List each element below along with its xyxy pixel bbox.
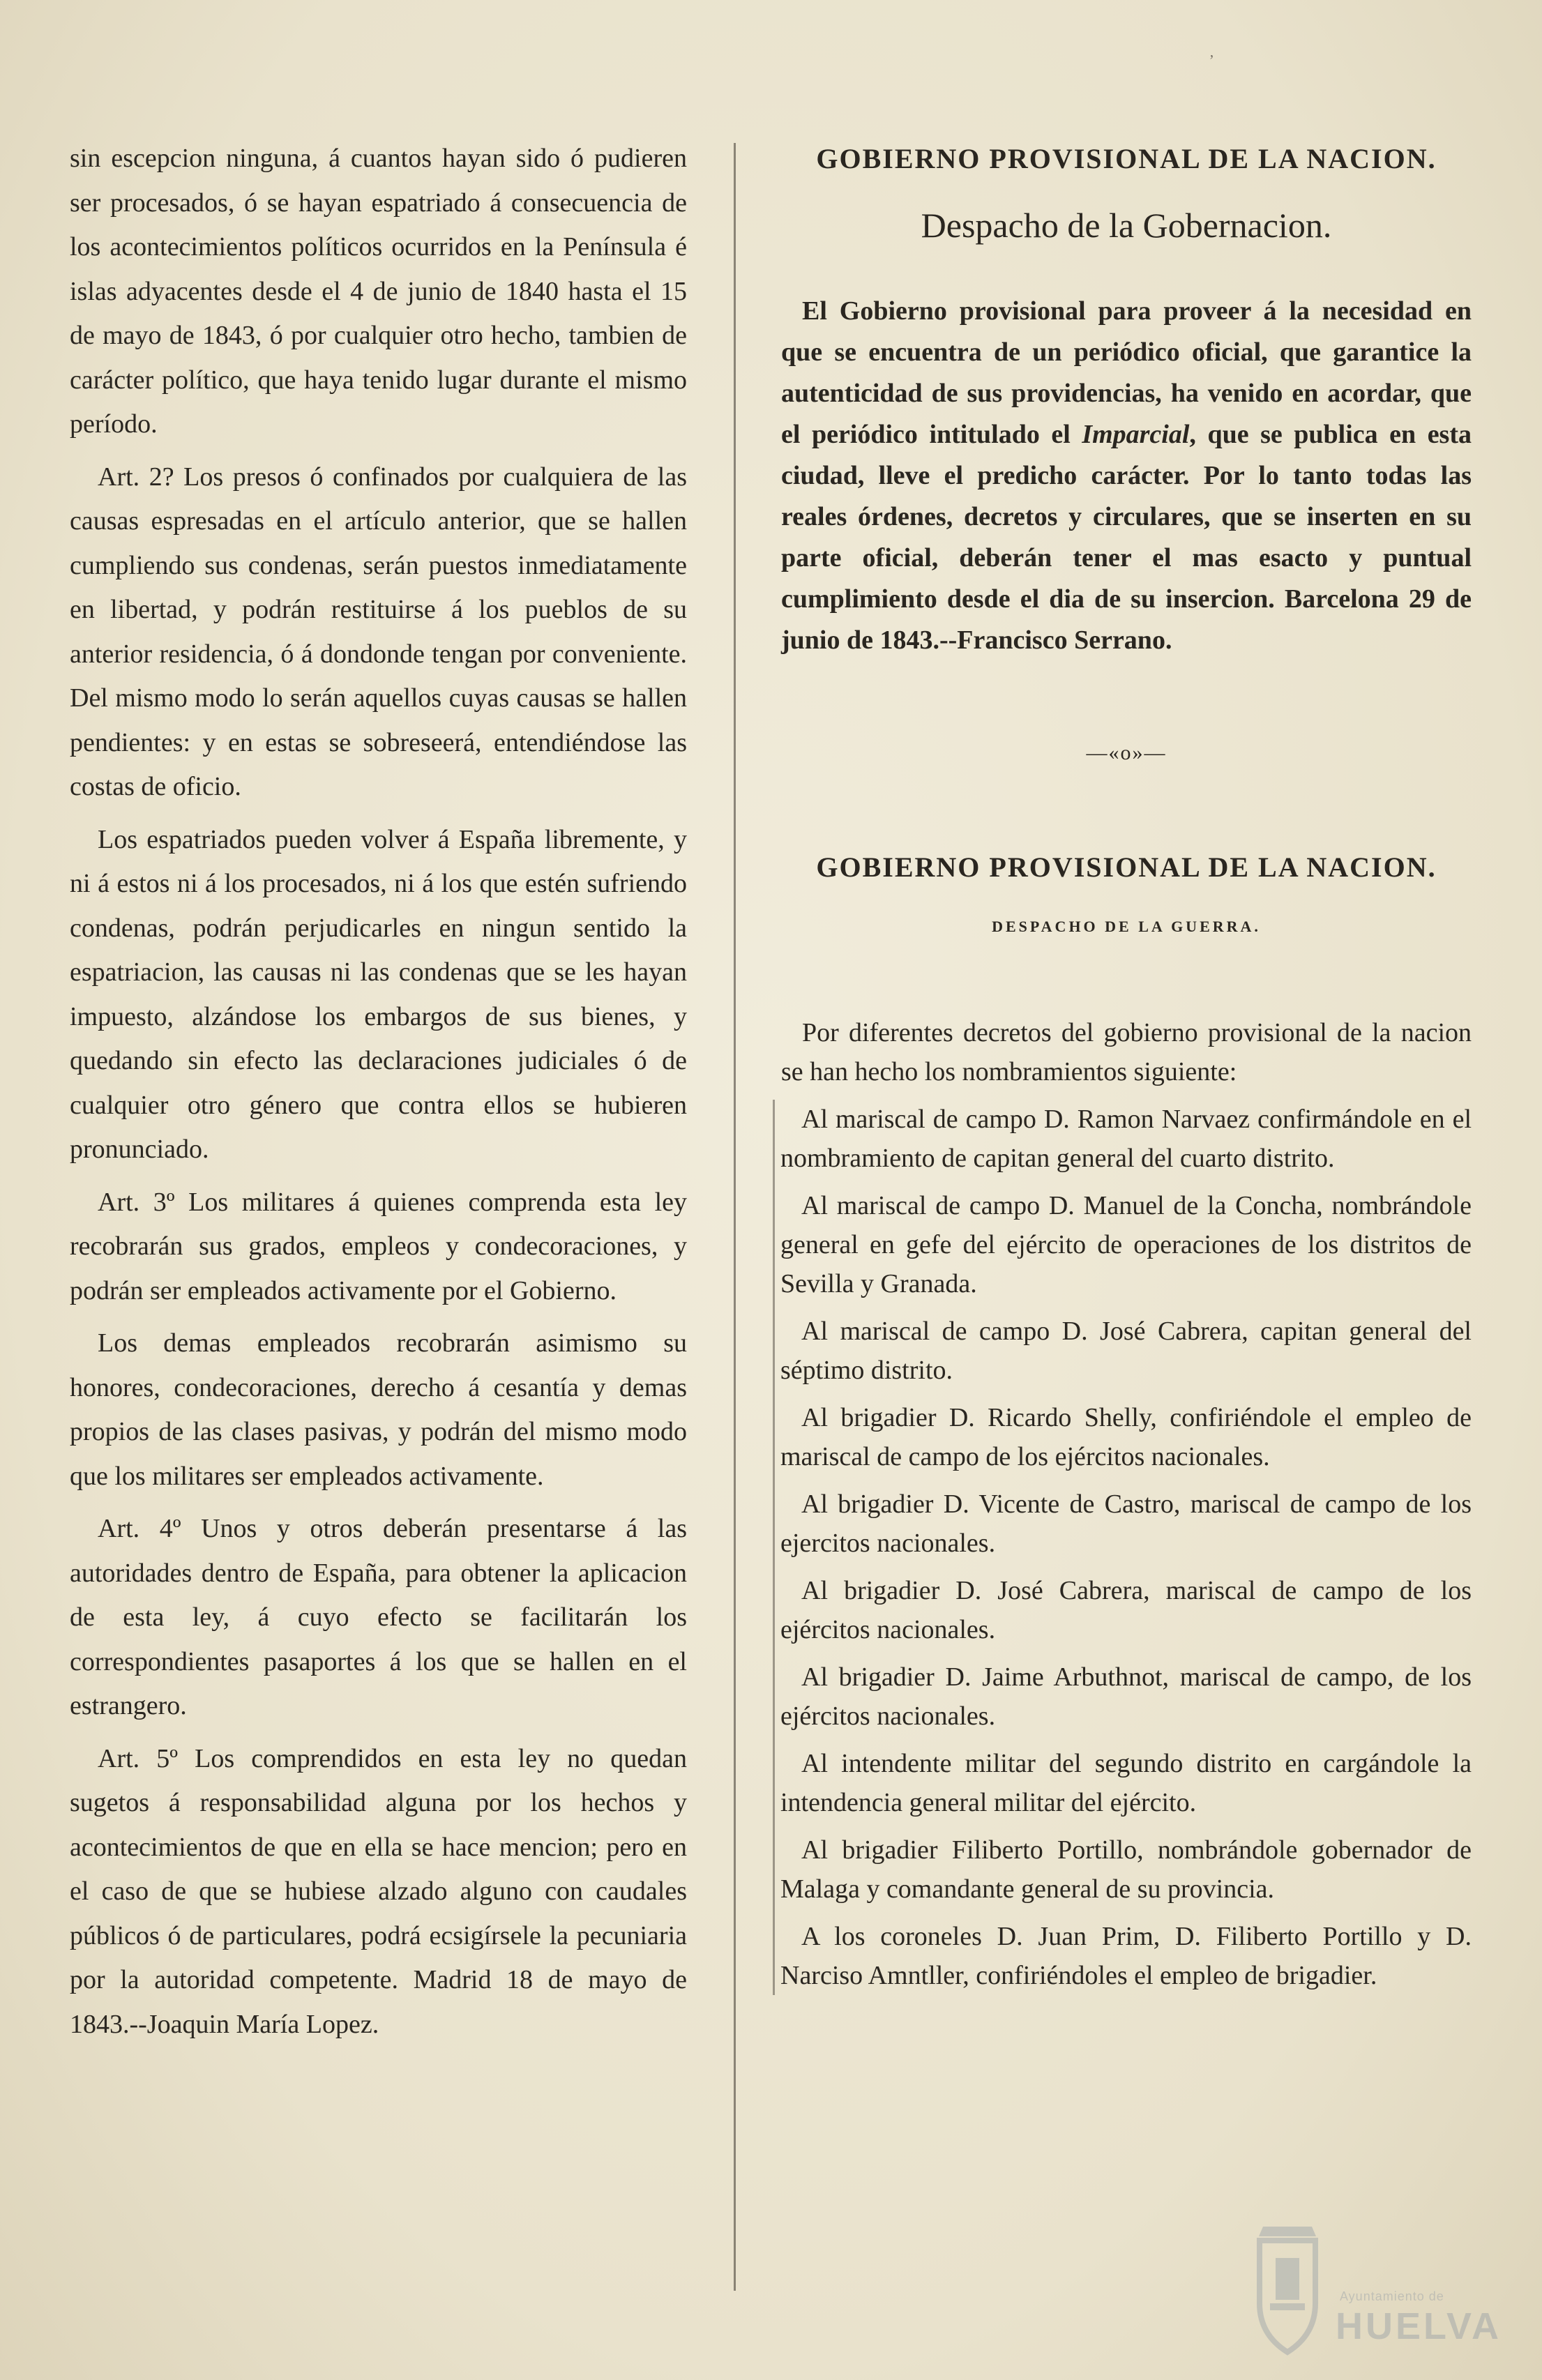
huelva-watermark <box>1249 2220 1500 2366</box>
article-3-paragraph: Art. 3º Los militares á quienes comprenda esta ley recobrarán sus grados, empleos y condecoraciones, y podrán ser empleados activamente por el Gobierno. <box>70 1187 687 1305</box>
appointment-item: Al brigadier D. Vicente de Castro, mariscal de campo de los ejercitos nacionales. <box>780 1489 1472 1558</box>
appointment-item: Al brigadier D. José Cabrera, mariscal de campo de los ejércitos nacionales. <box>780 1575 1472 1644</box>
article-5-paragraph: Art. 5º Los comprendidos en esta ley no quedan sugetos á responsabilidad alguna por los hechos y acontecimientos de que en ella se hace mencion; pero en el caso de que se hubiese alzado alguno con caudales públicos ó de particulares, podrá ecsigírsele la pecuniaria por la autoridad competente. Madrid 18 de mayo de 1843.--Joaquin María Lopez. <box>70 1743 687 2039</box>
appointments-list <box>773 1100 1472 1995</box>
left-column <box>70 137 687 2055</box>
article-2-paragraph: Art. 2? Los presos ó confinados por cualquiera de las causas espresadas en el artículo anterior, que se hallen cumpliendo sus condenas, serán puestos inmediatamente en libertad, y podrán restituirse á los pueblos de su anterior residencia, ó á dondonde tengan por conveniente. Del mismo modo lo serán aquellos cuyas causas se hallen pendientes: y en estas se sobreseerá, entendiéndose las costas de oficio. <box>70 462 687 801</box>
appointment-item: Al brigadier Filiberto Portillo, nombrándole gobernador de Malaga y comandante general de su provincia. <box>780 1835 1472 1904</box>
decree-paragraph <box>781 291 1472 661</box>
amnesty-paragraph: sin escepcion ninguna, á cuantos hayan sido ó pudieren ser procesados, ó se hayan espatriado á consecuencia de los acontecimientos políticos ocurridos en la Península é islas adyacentes desde el 4 de junio de 1840 hasta el 15 de mayo de 1843, ó por cualquier otro hecho, tambien de carácter político, que haya tenido lugar durante el mismo período. <box>70 144 687 439</box>
appointment-item: Al mariscal de campo D. José Cabrera, capitan general del séptimo distrito. <box>780 1316 1472 1385</box>
article-4-paragraph: Art. 4º Unos y otros deberán presentarse á las autoridades dentro de España, para obtener la aplicacion de esta ley, á cuyo efecto se facilitarán los correspondientes pasaportes á los que se hallen en el estrangero. <box>70 1514 687 1720</box>
appointment-item: A los coroneles D. Juan Prim, D. Filiberto Portillo y D. Narciso Amntller, confiriéndoles el empleo de brigadier. <box>780 1921 1472 1990</box>
section-heading-gobernacion: GOBIERNO PROVISIONAL DE LA NACION. <box>816 143 1437 174</box>
employees-paragraph: Los demas empleados recobrarán asimismo su honores, condecoraciones, derecho á cesantía y demas propios de las clases pasivas, y podrán del mismo modo que los militares ser empleados activamente. <box>70 1328 687 1491</box>
watermark-big-text: HUELVA <box>1336 2305 1502 2347</box>
decree-newspaper-name: Imparcial <box>1082 420 1190 449</box>
column-divider <box>734 143 736 2291</box>
section-subheading-guerra: DESPACHO DE LA GUERRA. <box>992 918 1261 935</box>
appointment-item: Al mariscal de campo D. Manuel de la Concha, nombrándole general en gefe del ejército de operaciones de los distritos de Sevilla y Granada. <box>780 1190 1472 1298</box>
watermark-small-text: Ayuntamiento de <box>1340 2289 1444 2303</box>
appointments-intro: Por diferentes decretos del gobierno provisional de la nacion se han hecho los nombramientos siguiente: <box>781 1017 1472 1086</box>
appointment-item: Al intendente militar del segundo distrito en cargándole la intendencia general militar del ejército. <box>780 1748 1472 1817</box>
coat-of-arms-icon <box>1249 2220 1326 2359</box>
appointment-item: Al brigadier D. Jaime Arbuthnot, mariscal de campo, de los ejércitos nacionales. <box>780 1662 1472 1731</box>
appointment-item: Al brigadier D. Ricardo Shelly, confiriéndole el empleo de mariscal de campo de los ejércitos nacionales. <box>780 1402 1472 1471</box>
exiles-paragraph: Los espatriados pueden volver á España libremente, y ni á estos ni á los procesados, ni á los que estén sufriendo condenas, podrán perjudicarles en ningun sentido la espatriacion, las causas ni las condenas que se les hayan impuesto, alzándose los embargos de sus bienes, y quedando sin efecto las declaraciones judiciales ó de cualquier otro género que contra ellos se hubieren pronunciado. <box>70 824 687 1164</box>
page-corner-mark: ʼ <box>1209 52 1214 69</box>
right-column <box>781 137 1472 2003</box>
section-separator: —«o»— <box>1086 741 1167 764</box>
decree-text-pre: El Gobierno provisional para proveer á la necesidad en que se encuentra de un periódico oficial, que garantice la autenticidad de sus providencias, ha venido en acordar, que el periódico intitulado el <box>781 296 1472 449</box>
section-subheading-gobernacion: Despacho de la Gobernacion. <box>921 205 1332 245</box>
decree-text-post: , que se publica en esta ciudad, lleve el predicho carácter. Por lo tanto todas las reales órdenes, decretos y circulares, que se inserten en su parte oficial, deberán tener el mas esacto y puntual cumplimiento desde el dia de su insercion. Barcelona 29 de junio de 1843.--Francisco Serrano. <box>781 420 1472 655</box>
appointment-item: Al mariscal de campo D. Ramon Narvaez confirmándole en el nombramiento de capitan general del cuarto distrito. <box>780 1104 1472 1173</box>
section-heading-guerra: GOBIERNO PROVISIONAL DE LA NACION. <box>816 851 1437 883</box>
